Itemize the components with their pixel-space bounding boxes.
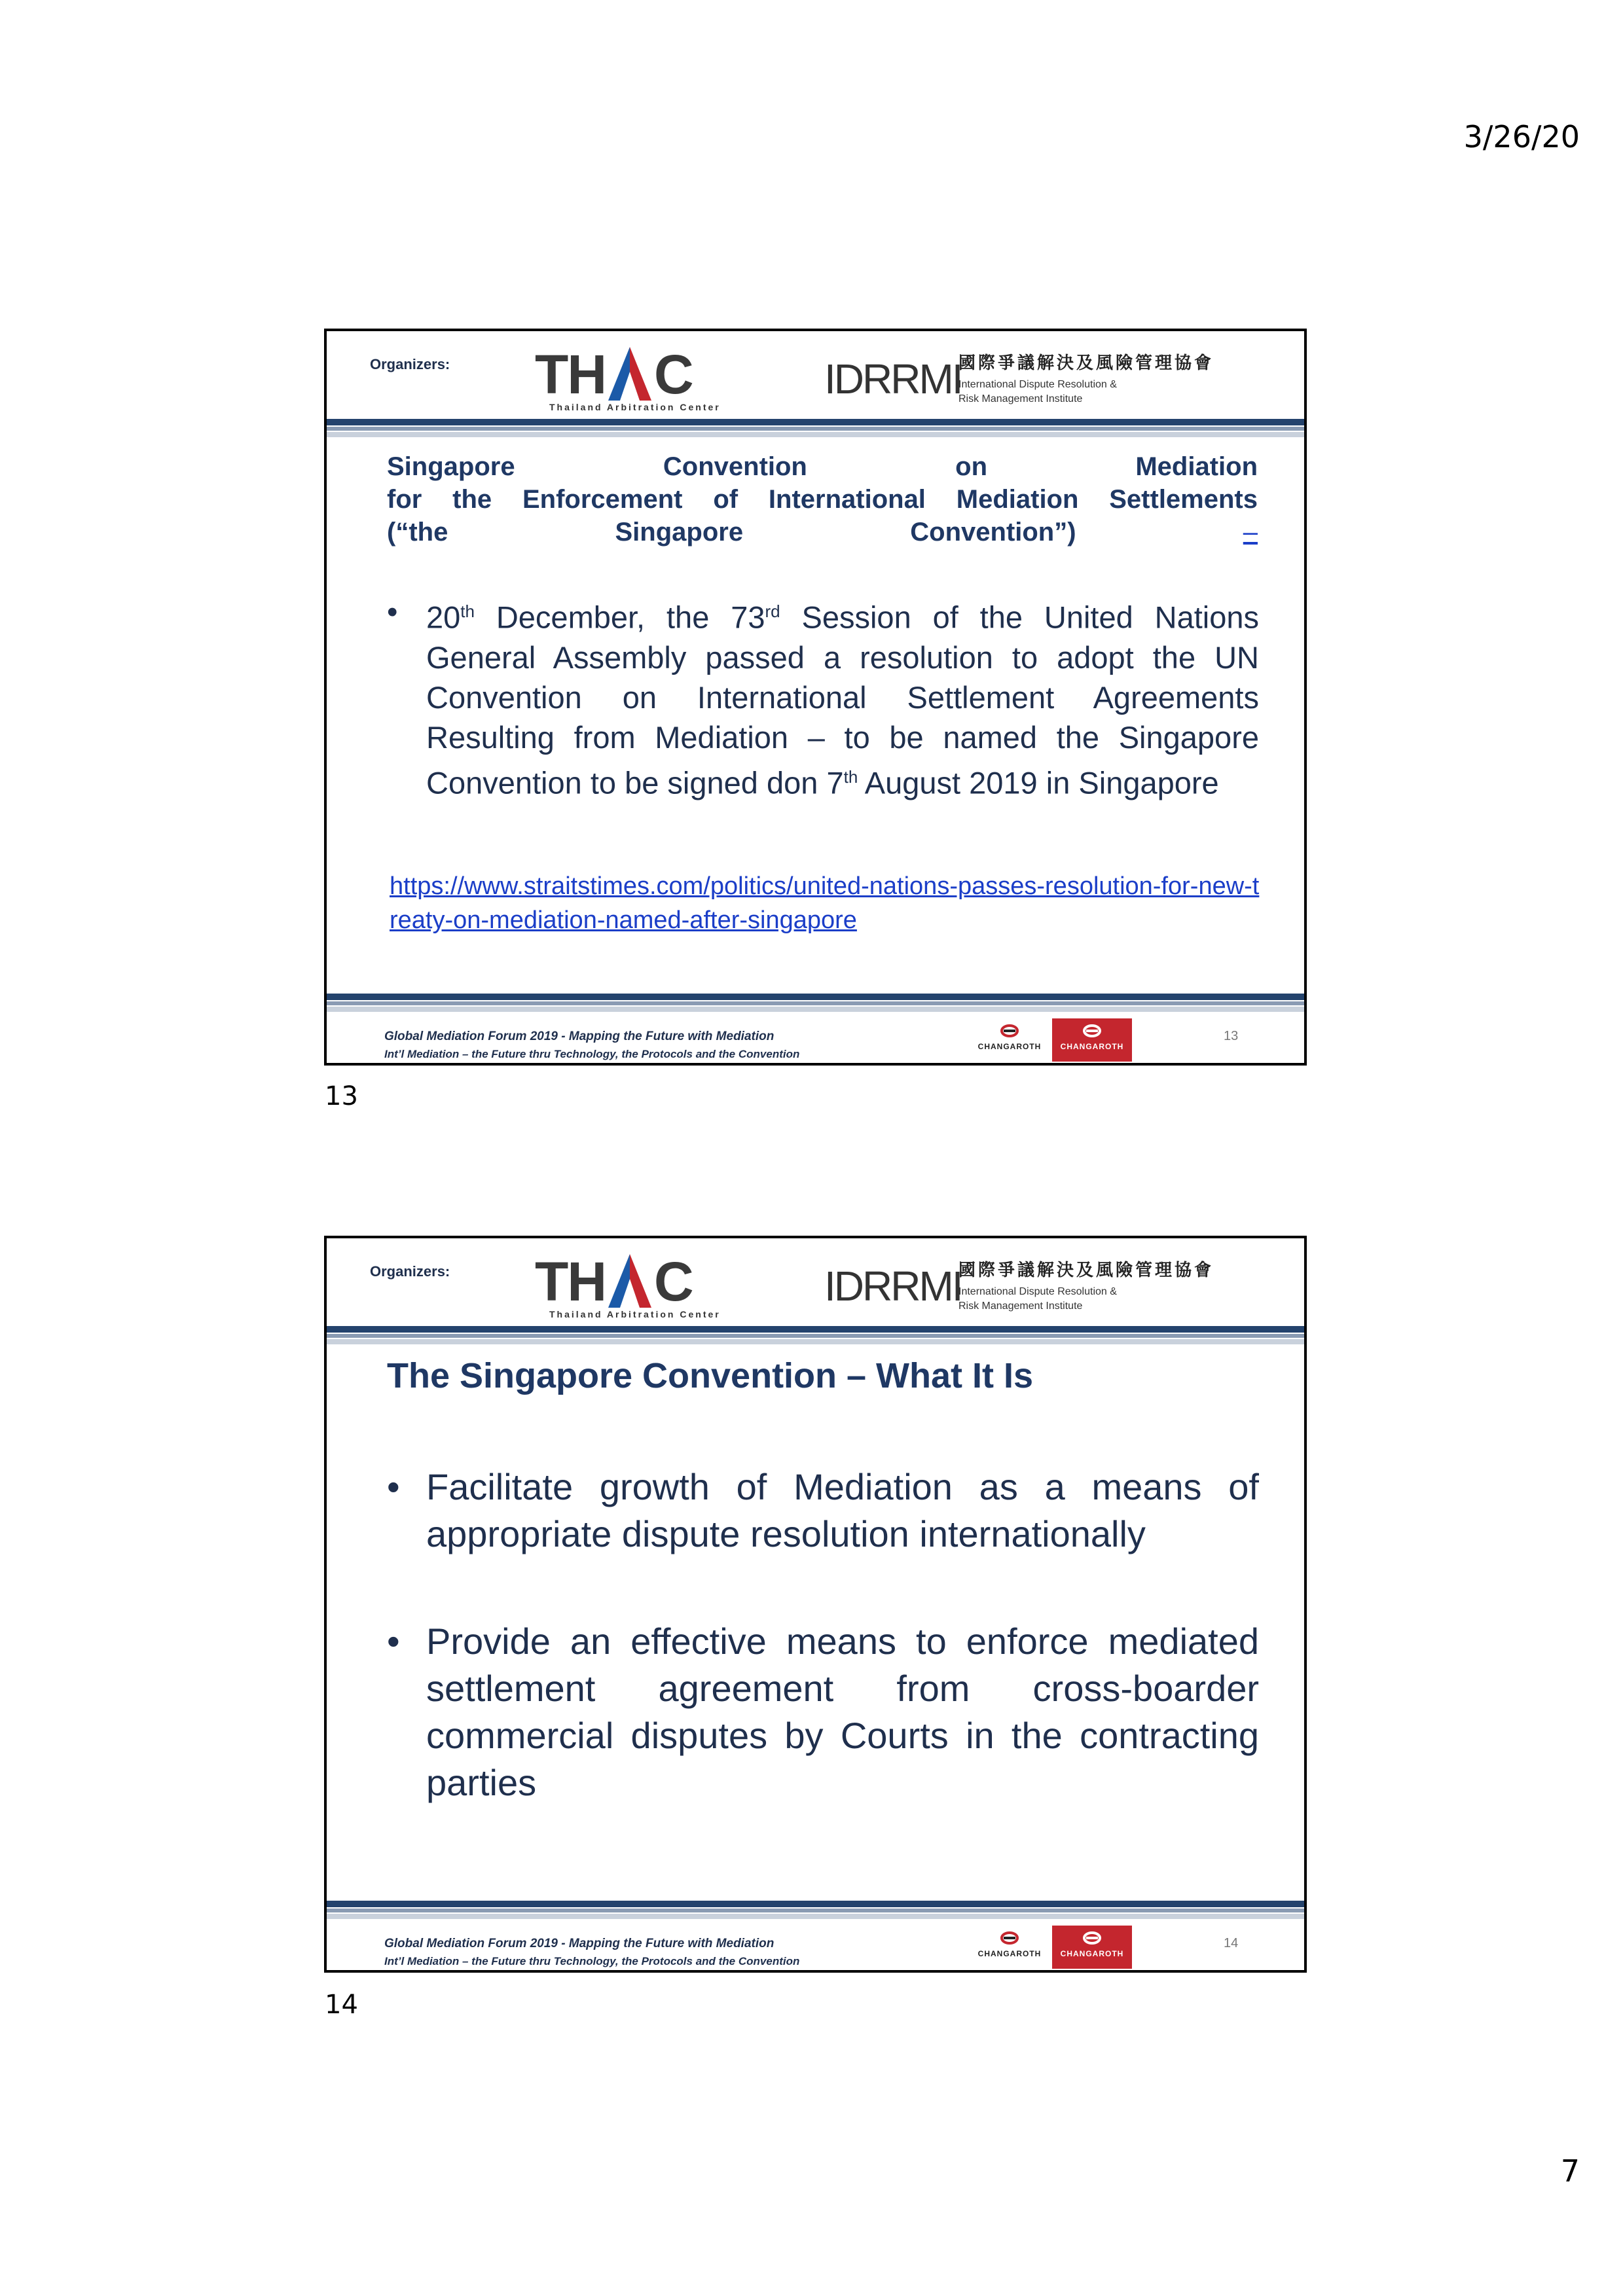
idrrmi-english-line1: International Dispute Resolution & bbox=[958, 1286, 1117, 1297]
idrrmi-english-line1: International Dispute Resolution & bbox=[958, 379, 1117, 390]
idrrmi-chinese-name: 國際爭議解決及風險管理協會 bbox=[958, 1261, 1214, 1280]
slide-title-dash: – bbox=[1243, 518, 1258, 547]
slide-title-line1: Singapore Convention on Mediation bbox=[387, 452, 1258, 481]
bullet-item: • 20th December, the 73rd Session of the United Nations General Assembly passed a resolution to adopt the UN Convention on International Settlement Agreements Resulting from Mediation – to be named the Singapore Convention to be signed don 7th August 2019 in Singapore bbox=[387, 592, 1259, 802]
logo1-label: CHANGAROTH bbox=[977, 1949, 1042, 1958]
changaroth-consultancy-logo bbox=[1052, 1926, 1132, 1969]
footer-line1: Global Mediation Forum 2019 - Mapping the Future with Mediation bbox=[384, 1030, 775, 1043]
bullet-glyph: • bbox=[387, 1466, 400, 1507]
footer-text bbox=[384, 1935, 799, 1970]
logo2-label: CHANGAROTH bbox=[1060, 1042, 1124, 1051]
bullet-item bbox=[387, 1463, 1259, 1558]
bullet-list bbox=[387, 1463, 1259, 1867]
changaroth-chambers-logo bbox=[972, 1018, 1047, 1062]
header-band bbox=[327, 1326, 1304, 1347]
idrrmi-english-line2: Risk Management Institute bbox=[958, 1300, 1083, 1312]
slide-title-line3-wrap bbox=[387, 516, 1258, 548]
slide-header bbox=[327, 1238, 1304, 1323]
changaroth-consultancy-logo bbox=[1052, 1018, 1132, 1062]
slide-title-line2: for the Enforcement of International Mediation Settlements bbox=[387, 485, 1258, 514]
slide-title: The Singapore Convention – What It Is bbox=[387, 1356, 1034, 1395]
footer-line1: Global Mediation Forum 2019 - Mapping the Future with Mediation bbox=[384, 1937, 775, 1950]
logo2-label: CHANGAROTH bbox=[1060, 1949, 1124, 1958]
slide-number: 14 bbox=[1224, 1936, 1239, 1950]
news-article-link[interactable]: https://www.straitstimes.com/politics/united-nations-passes-resolution-for-new-treaty-on-mediation-named-after-singapore bbox=[390, 872, 1260, 934]
bullet-text: Provide an effective means to enforce mediated settlement agreement from cross-boarder commercial disputes by Courts in the contracting parties bbox=[426, 1621, 1259, 1803]
thac-logo bbox=[535, 342, 721, 414]
changaroth-chambers-logo bbox=[972, 1926, 1047, 1969]
page-number: 7 bbox=[1560, 2153, 1580, 2189]
bullet-item bbox=[387, 1618, 1259, 1806]
bullet-glyph: • bbox=[387, 594, 398, 629]
idrrmi-logo-text: IDRRMI bbox=[824, 1263, 962, 1310]
header-band bbox=[327, 419, 1304, 440]
thac-logo-text: TH C bbox=[535, 344, 693, 405]
slide-13 bbox=[324, 329, 1307, 1066]
thac-logo-subtitle: Thailand Arbitration Center bbox=[549, 402, 721, 412]
footer-line2: Int’l Mediation – the Future thru Technology, the Protocols and the Convention bbox=[384, 1048, 800, 1060]
slide-caption-13: 13 bbox=[325, 1081, 358, 1111]
organizers-label: Organizers: bbox=[370, 356, 450, 372]
footer-text bbox=[384, 1028, 799, 1063]
idrrmi-logo-text: IDRRMI bbox=[824, 355, 962, 403]
page-date: 3/26/20 bbox=[1463, 119, 1580, 154]
idrrmi-logo-caption bbox=[958, 1257, 1233, 1314]
slide-title-line3: (“the Singapore Convention”) bbox=[387, 518, 1076, 547]
slide-caption-14: 14 bbox=[325, 1990, 358, 2020]
footer-band bbox=[327, 994, 1304, 1014]
logo1-label: CHANGAROTH bbox=[977, 1042, 1042, 1051]
footer-band bbox=[327, 1901, 1304, 1922]
slide-title bbox=[387, 450, 1258, 548]
footer-line2: Int’l Mediation – the Future thru Technology, the Protocols and the Convention bbox=[384, 1955, 800, 1967]
idrrmi-english-line2: Risk Management Institute bbox=[958, 393, 1083, 404]
idrrmi-chinese-name: 國際爭議解決及風險管理協會 bbox=[958, 353, 1214, 373]
slide-header bbox=[327, 331, 1304, 416]
bullet-glyph: • bbox=[387, 1621, 400, 1662]
idrrmi-logo-caption bbox=[958, 350, 1233, 406]
slide-14 bbox=[324, 1236, 1307, 1973]
organizers-label: Organizers: bbox=[370, 1263, 450, 1280]
thac-logo-text: TH C bbox=[535, 1251, 693, 1312]
bullet-list bbox=[387, 592, 1259, 802]
thac-logo-subtitle: Thailand Arbitration Center bbox=[549, 1309, 721, 1319]
bullet-text: Facilitate growth of Mediation as a means of appropriate dispute resolution internationally bbox=[426, 1466, 1259, 1554]
slide-number: 13 bbox=[1224, 1029, 1239, 1043]
thac-logo bbox=[535, 1249, 721, 1321]
